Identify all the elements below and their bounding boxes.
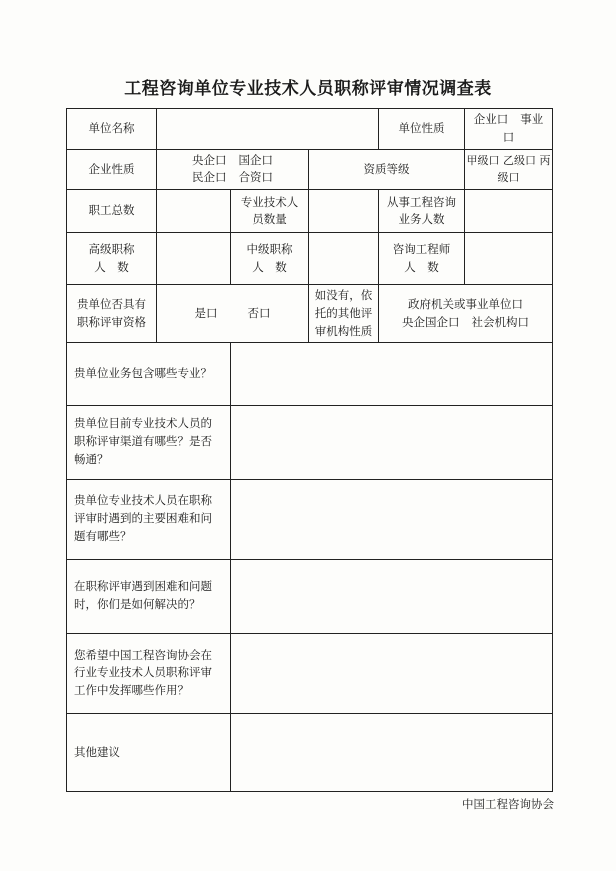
option-state-enterprise[interactable]: 国企口 [238,152,273,167]
question-row [67,559,553,633]
unit-nature-label: 单位性质 [379,109,465,150]
row-staff-counts [67,190,553,233]
enterprise-nature-label: 企业性质 [67,149,157,190]
row-enterprise-nature [67,149,553,190]
senior-title-label: 高级职称 人 数 [67,233,157,285]
option-joint-venture[interactable]: 合资口 [238,170,273,185]
unit-nature-option-enterprise[interactable]: 企业口 [473,112,509,127]
grade-c-option[interactable]: 丙级口 [497,154,551,185]
staff-total-label: 职工总数 [67,190,157,233]
unit-nature-option-institution[interactable]: 事业口 [502,112,544,144]
evaluation-qualification-options [157,285,309,343]
option-no[interactable]: 否口 [247,306,271,321]
consulting-engineer-label: 咨询工程师 人 数 [379,233,465,285]
question-row [67,405,553,479]
question-label: 您希望中国工程咨询协会在 行业专业技术人员职称评审 工作中发挥哪些作用？ [67,633,231,713]
question-label: 在职称评审遇到困难和问题 时，你们是如何解决的？ [67,559,231,633]
question-row [67,713,553,791]
entrusted-agency-options [379,285,553,343]
unit-name-label: 单位名称 [67,109,157,150]
question-label: 其他建议 [67,713,231,791]
mid-title-label: 中级职称 人 数 [231,233,309,285]
answer-field[interactable] [231,405,553,479]
option-private-enterprise[interactable]: 民企口 [192,170,227,185]
option-central-enterprise[interactable]: 央企口 [192,152,227,167]
prof-tech-count-field[interactable] [309,190,379,233]
unit-nature-options [465,109,553,150]
row-unit-name [67,109,553,150]
option-yes[interactable]: 是口 [194,306,218,321]
consulting-staff-field[interactable] [465,190,553,233]
option-gov-institution[interactable]: 政府机关或事业单位口 [408,297,523,312]
option-social-agency[interactable]: 社会机构口 [471,314,529,329]
entrusted-agency-label: 如没有，依 托的其他评 审机构性质 [309,285,379,343]
unit-name-field[interactable] [157,109,379,150]
answer-field[interactable] [231,713,553,791]
page-title: 工程咨询单位专业技术人员职称评审情况调查表 [124,79,492,99]
consulting-engineer-field[interactable] [465,233,553,285]
question-row [67,633,553,713]
qualification-level-label: 资质等级 [309,149,465,190]
question-row [67,343,553,405]
survey-form-table [66,108,553,792]
question-label: 贵单位业务包含哪些专业？ [67,343,231,405]
evaluation-qualification-label: 贵单位否具有 职称评审资格 [67,285,157,343]
question-label: 贵单位专业技术人员在职称 评审时遇到的主要困难和问 题有哪些？ [67,479,231,559]
row-title-counts [67,233,553,285]
enterprise-nature-options [157,149,309,190]
answer-field[interactable] [231,479,553,559]
answer-field[interactable] [231,633,553,713]
consulting-staff-label: 从事工程咨询 业务人数 [379,190,465,233]
mid-title-field[interactable] [309,233,379,285]
grade-a-option[interactable]: 甲级口 [466,154,500,168]
answer-field[interactable] [231,559,553,633]
staff-total-field[interactable] [157,190,231,233]
qualification-level-options [465,149,553,190]
row-evaluation-qualification [67,285,553,343]
question-row [67,479,553,559]
option-central-state-enterprise[interactable]: 央企国企口 [402,314,460,329]
grade-b-option[interactable]: 乙级口 [503,154,536,168]
senior-title-field[interactable] [157,233,231,285]
issuer-name: 中国工程咨询协会 [462,797,554,811]
prof-tech-count-label: 专业技术人 员数量 [231,190,309,233]
answer-field[interactable] [231,343,553,405]
question-label: 贵单位目前专业技术人员的 职称评审渠道有哪些？是否 畅通？ [67,405,231,479]
